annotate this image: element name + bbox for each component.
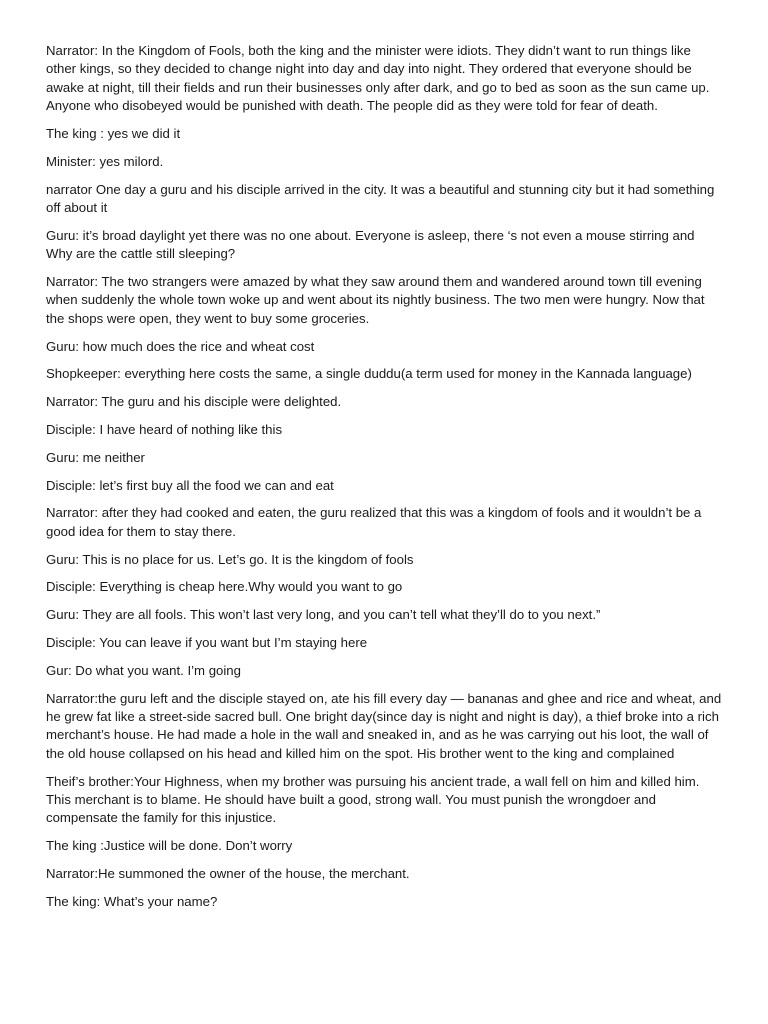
paragraph-6: Narrator: The two strangers were amazed by what they saw around them and wandered around town till evening when suddenly the whole town woke up and went about its nightly business. The two men were hungry. Now that the shops were open, they went to buy some groceries. <box>46 274 705 326</box>
paragraph-12: Disciple: let’s first buy all the food we can and eat <box>46 477 334 493</box>
paragraph-4: narrator One day a guru and his disciple arrived in the city. It was a beautiful and stunning city but it had something off about it <box>46 181 715 216</box>
paragraph-17: Disciple: You can leave if you want but I’m staying here <box>46 635 368 650</box>
document-page <box>46 42 724 921</box>
paragraph-19: Narrator:the guru left and the disciple stayed on, ate his fill every day — bananas and ghee and rice and wheat, and he grew fat like a street-side sacred bull. One bright day(since day is night and night is day), a thief broke into a rich merchant’s house. He had made a hole in the wall and sneaked in, and as he was carrying out his loot, the wall of the old house collapsed on his head and killed him on the spot. His brother went to the king and complained <box>46 690 722 761</box>
paragraph-11: Guru: me neither <box>46 449 145 465</box>
paragraph-9: Narrator: The guru and his disciple were delighted. <box>46 394 342 410</box>
paragraph-23: The king: What’s your name? <box>46 893 218 909</box>
paragraph-1: Narrator: In the Kingdom of Fools, both the king and the minister were idiots. They didn’t want to run things like other kings, so they decided to change night into day and day into night. They ordered that everyone should be awake at night, till their fields and run their businesses only after dark, and go to bed as soon as the sun came up. Anyone who disobeyed would be punished with death. The people did as they were told for fear of death. <box>46 43 710 114</box>
paragraph-5: Guru: it’s broad daylight yet there was no one about. Everyone is asleep, there ‘s not even a mouse stirring and Why are the cattle still sleeping? <box>46 227 695 262</box>
paragraph-3: Minister: yes milord. <box>46 153 164 169</box>
paragraph-18: Gur: Do what you want. I’m going <box>46 662 241 678</box>
paragraph-2: The king : yes we did it <box>46 126 181 142</box>
paragraph-10: Disciple: I have heard of nothing like this <box>46 422 283 438</box>
paragraph-21: The king :Justice will be done. Don’t worry <box>46 838 293 854</box>
paragraph-15: Disciple: Everything is cheap here.Why would you want to go <box>46 579 403 595</box>
paragraph-7: Guru: how much does the rice and wheat cost <box>46 338 315 354</box>
paragraph-16: Guru: They are all fools. This won’t last very long, and you can’t tell what they’ll do to you next.” <box>46 607 601 623</box>
paragraph-20: Theif’s brother:Your Highness, when my brother was pursuing his ancient trade, a wall fell on him and killed him. This merchant is to blame. He should have built a good, strong wall. You must punish the wrongdoer and compensate the family for this injustice. <box>46 773 700 826</box>
paragraph-14: Guru: This is no place for us. Let’s go. It is the kingdom of fools <box>46 551 414 567</box>
paragraph-13: Narrator: after they had cooked and eaten, the guru realized that this was a kingdom of fools and it wouldn’t be a good idea for them to stay there. <box>46 505 702 539</box>
paragraph-8: Shopkeeper: everything here costs the same, a single duddu(a term used for money in the Kannada language) <box>46 366 692 382</box>
paragraph-22: Narrator:He summoned the owner of the house, the merchant. <box>46 866 410 882</box>
